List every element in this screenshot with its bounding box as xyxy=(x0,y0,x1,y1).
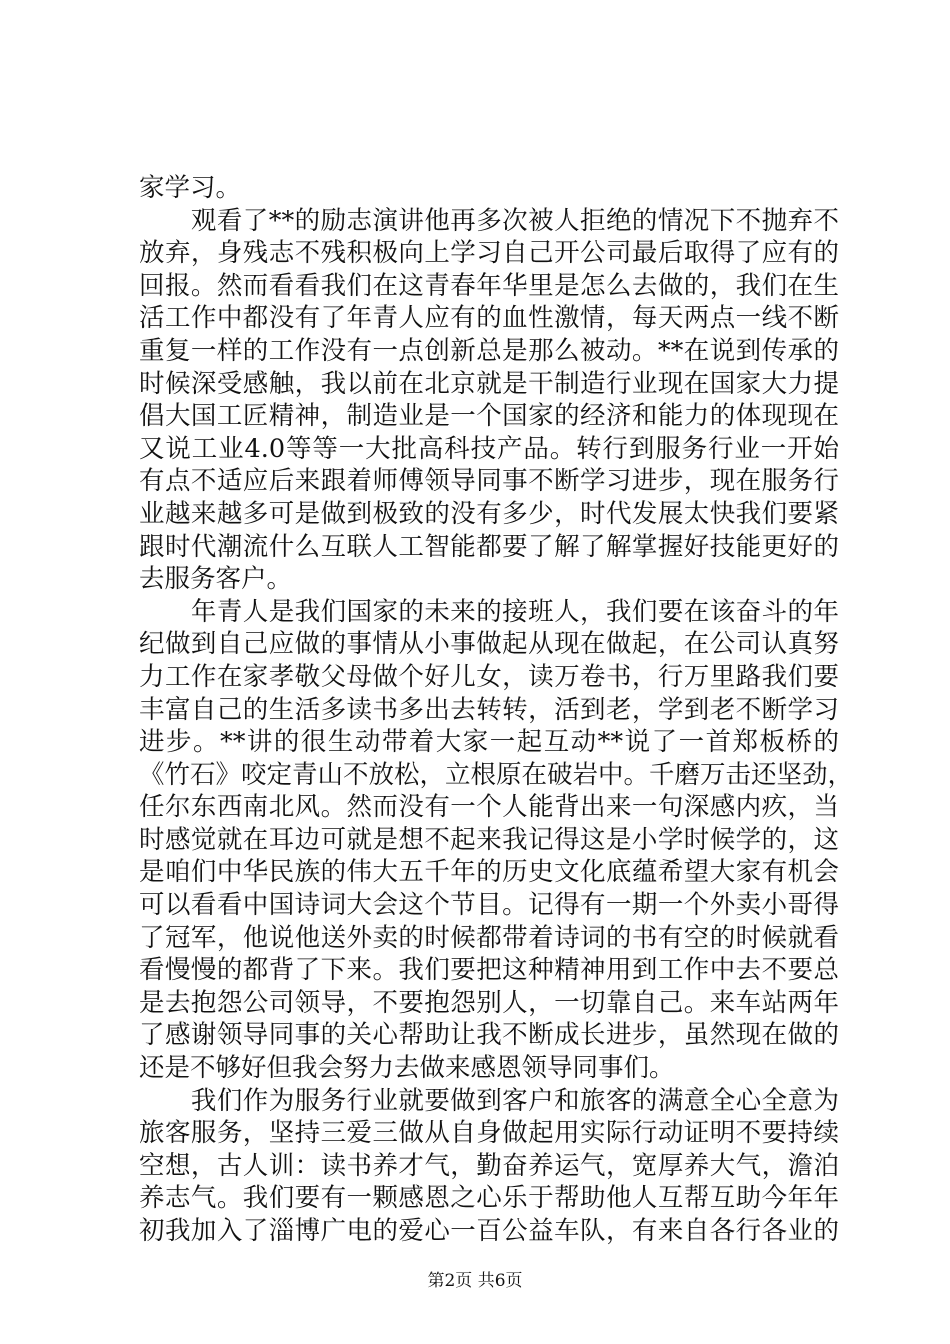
paragraph xyxy=(139,172,839,205)
text-line: 又说工业4.0等等一大批高科技产品。转行到服务行业一开始 xyxy=(139,433,839,464)
text-line: 有点不适应后来跟着师傅领导同事不断学习进步，现在服务行 xyxy=(139,466,839,497)
text-line: 《竹石》咬定青山不放松，立根原在破岩中。千磨万击还坚劲， xyxy=(139,759,854,790)
paragraph xyxy=(139,1085,839,1248)
paragraph xyxy=(139,205,839,596)
text-line: 力工作在家孝敬父母做个好儿女，读万卷书，行万里路我们要 xyxy=(139,661,839,692)
text-line: 年青人是我们国家的未来的接班人，我们要在该奋斗的年 xyxy=(139,596,839,627)
text-line: 任尔东西南北风。然而没有一个人能背出来一句深感内疚，当 xyxy=(139,792,839,823)
text-line: 是咱们中华民族的伟大五千年的历史文化底蕴希望大家有机会 xyxy=(139,857,839,888)
text-line: 回报。然而看看我们在这青春年华里是怎么去做的，我们在生 xyxy=(139,270,839,301)
text-line: 重复一样的工作没有一点创新总是那么被动。**在说到传承的 xyxy=(139,335,839,366)
text-line: 还是不够好但我会努力去做来感恩领导同事们。 xyxy=(139,1053,675,1084)
text-line: 业越来越多可是做到极致的没有多少，时代发展太快我们要紧 xyxy=(139,498,839,529)
text-line: 放弃，身残志不残积极向上学习自己开公司最后取得了应有的 xyxy=(139,238,839,269)
page-number: 第2页 共6页 xyxy=(427,1271,523,1291)
text-line: 养志气。我们要有一颗感恩之心乐于帮助他人互帮互助今年年 xyxy=(139,1183,839,1214)
text-line: 是去抱怨公司领导，不要抱怨别人，一切靠自己。来车站两年 xyxy=(139,987,839,1018)
text-line: 倡大国工匠精神，制造业是一个国家的经济和能力的体现现在 xyxy=(139,401,839,432)
text-line: 旅客服务，坚持三爱三做从自身做起用实际行动证明不要持续 xyxy=(139,1118,839,1149)
text-line: 我们作为服务行业就要做到客户和旅客的满意全心全意为 xyxy=(139,1085,839,1116)
text-line: 进步。**讲的很生动带着大家一起互动**说了一首郑板桥的 xyxy=(139,727,839,758)
text-line: 初我加入了淄博广电的爱心一百公益车队，有来自各行各业的 xyxy=(139,1216,839,1246)
text-line: 纪做到自己应做的事情从小事做起从现在做起，在公司认真努 xyxy=(139,629,839,660)
text-line: 空想，古人训：读书养才气，勤奋养运气，宽厚养大气，澹泊 xyxy=(139,1150,839,1181)
text-line: 看慢慢的都背了下来。我们要把这种精神用到工作中去不要总 xyxy=(139,955,839,986)
text-line: 观看了**的励志演讲他再多次被人拒绝的情况下不抛弃不 xyxy=(139,205,839,236)
text-line: 时候深受感触，我以前在北京就是干制造行业现在国家大力提 xyxy=(139,368,839,399)
body-text xyxy=(139,172,854,1248)
text-line: 了感谢领导同事的关心帮助让我不断成长进步，虽然现在做的 xyxy=(139,1020,839,1051)
text-line: 去服务客户。 xyxy=(139,564,293,595)
text-line: 了冠军，他说他送外卖的时候都带着诗词的书有空的时候就看 xyxy=(139,922,839,953)
text-line: 可以看看中国诗词大会这个节目。记得有一期一个外卖小哥得 xyxy=(139,890,839,921)
text-line: 家学习。 xyxy=(139,173,242,203)
text-line: 时感觉就在耳边可就是想不起来我记得这是小学时候学的，这 xyxy=(139,824,839,855)
paragraph xyxy=(139,596,854,1085)
text-line: 活工作中都没有了年青人应有的血性激情，每天两点一线不断 xyxy=(139,303,839,334)
text-line: 跟时代潮流什么互联人工智能都要了解了解掌握好技能更好的 xyxy=(139,531,839,562)
text-line: 丰富自己的生活多读书多出去转转，活到老，学到老不断学习 xyxy=(139,694,839,725)
